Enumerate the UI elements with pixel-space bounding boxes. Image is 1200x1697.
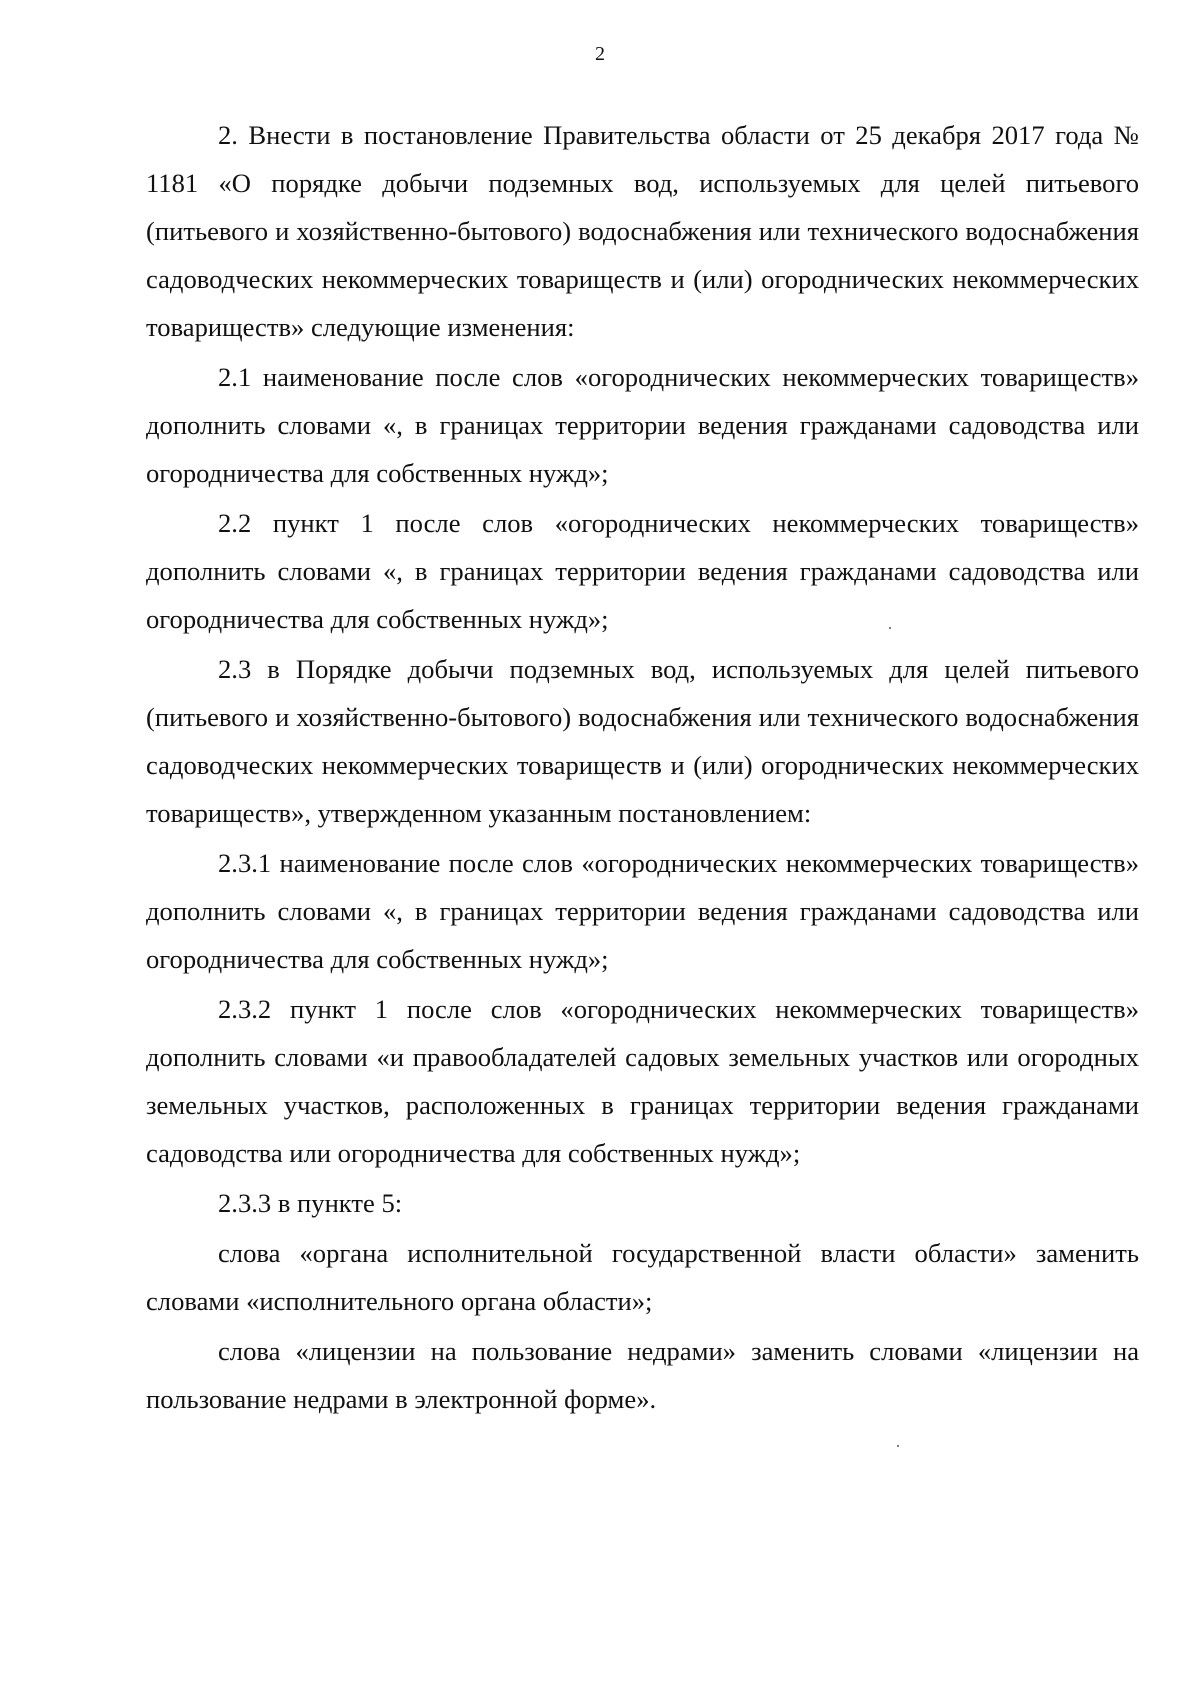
- document-body: [146, 111, 1139, 1423]
- page-number: 2: [595, 43, 605, 65]
- paragraph-2-3-3-b: слова «лицензии на пользование недрами» заменить словами «лицензии на пользование недрами в электронной форме».: [146, 1336, 1139, 1414]
- scan-speck: [897, 1445, 899, 1447]
- paragraph-2-2: 2.2 пункт 1 после слов «огороднических некоммерческих товариществ» дополнить словами «, в границах территории ведения гражданами садоводства или огородничества для собственных нужд»;: [146, 508, 1139, 634]
- paragraph-2-3-3: 2.3.3 в пункте 5:: [218, 1188, 403, 1218]
- paragraph-2: 2. Внести в постановление Правительства области от 25 декабря 2017 года № 1181 «О порядке добычи подземных вод, используемых для целей питьевого (питьевого и хозяйственно-бытового) водоснабжения или технического водоснабжения садоводческих некоммерческих товариществ и (или) огороднических некоммерческих товариществ» следующие изменения:: [146, 120, 1139, 342]
- paragraph-2-3-2: 2.3.2 пункт 1 после слов «огороднических некоммерческих товариществ» дополнить словами «и правообладателей садовых земельных участков или огородных земельных участков, расположенных в границах территории ведения гражданами садоводства или огородничества для собственных нужд»;: [146, 994, 1139, 1168]
- scan-speck: [889, 627, 891, 629]
- paragraph-2-1: 2.1 наименование после слов «огороднических некоммерческих товариществ» дополнить словами «, в границах территории ведения гражданами садоводства или огородничества для собственных нужд»;: [146, 362, 1139, 488]
- paragraph-2-3: 2.3 в Порядке добычи подземных вод, используемых для целей питьевого (питьевого и хозяйственно-бытового) водоснабжения или технического водоснабжения садоводческих некоммерческих товариществ и (или) огороднических некоммерческих товариществ», утвержденном указанным постановлением:: [146, 654, 1139, 828]
- paragraph-2-3-3-a: слова «органа исполнительной государственной власти области» заменить словами «исполнительного органа области»;: [146, 1238, 1139, 1316]
- paragraph-2-3-1: 2.3.1 наименование после слов «огороднических некоммерческих товариществ» дополнить словами «, в границах территории ведения гражданами садоводства или огородничества для собственных нужд»;: [146, 848, 1139, 974]
